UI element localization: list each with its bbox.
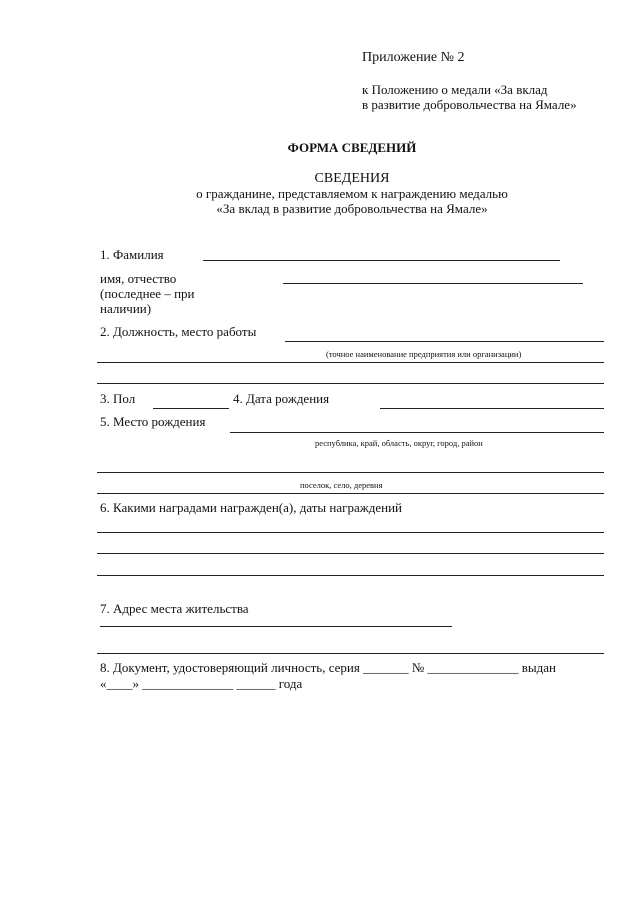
name-label-line1: имя, отчество xyxy=(100,271,177,286)
subtitle-line1: СВЕДЕНИЯ xyxy=(314,171,390,186)
awards-fill-line-3 xyxy=(97,575,604,576)
position-fill-line-3 xyxy=(97,383,604,384)
appendix-number: Приложение № 2 xyxy=(362,50,465,65)
position-fill-line-2 xyxy=(97,362,604,363)
awards-fill-line-1 xyxy=(97,532,604,533)
surname-label: 1. Фамилия xyxy=(100,247,164,262)
birth-place-label: 5. Место рождения xyxy=(100,414,206,429)
address-label: 7. Адрес места жительства xyxy=(100,601,249,616)
birth-place-hint: республика, край, область, округ, город, район xyxy=(315,438,483,448)
name-fill-line xyxy=(283,283,583,284)
settlement-fill-line-2 xyxy=(97,493,604,494)
subtitle-line3: «За вклад в развитие добровольчества на Ямале» xyxy=(216,201,488,216)
birth-date-fill-line xyxy=(380,408,604,409)
birth-date-label: 4. Дата рождения xyxy=(233,391,330,406)
position-label: 2. Должность, место работы xyxy=(100,324,257,339)
regulation-reference-line2: в развитие добровольчества на Ямале» xyxy=(362,97,577,112)
document-issue-date: «____» ______________ ______ года xyxy=(100,676,303,691)
name-label-line3: наличии) xyxy=(100,301,152,316)
settlement-hint: поселок, село, деревня xyxy=(300,480,383,490)
name-label-line2: (последнее – при xyxy=(100,286,195,301)
subtitle-line2: о гражданине, представляемом к награждению медалью xyxy=(196,186,508,201)
document-label: 8. Документ, удостоверяющий личность, серия _______ № ______________ выдан xyxy=(100,660,556,675)
position-hint: (точное наименование предприятия или организации) xyxy=(326,349,522,359)
settlement-fill-line xyxy=(97,472,604,473)
address-fill-line-1 xyxy=(100,626,452,627)
regulation-reference-line1: к Положению о медали «За вклад xyxy=(362,82,548,97)
sex-fill-line xyxy=(153,408,229,409)
surname-fill-line xyxy=(203,260,560,261)
form-title: ФОРМА СВЕДЕНИЙ xyxy=(287,140,417,155)
birth-place-fill-line xyxy=(230,432,604,433)
awards-fill-line-2 xyxy=(97,553,604,554)
awards-label: 6. Какими наградами награжден(а), даты награждений xyxy=(100,500,402,515)
address-fill-line-2 xyxy=(97,653,604,654)
position-fill-line xyxy=(285,341,604,342)
sex-label: 3. Пол xyxy=(100,391,136,406)
